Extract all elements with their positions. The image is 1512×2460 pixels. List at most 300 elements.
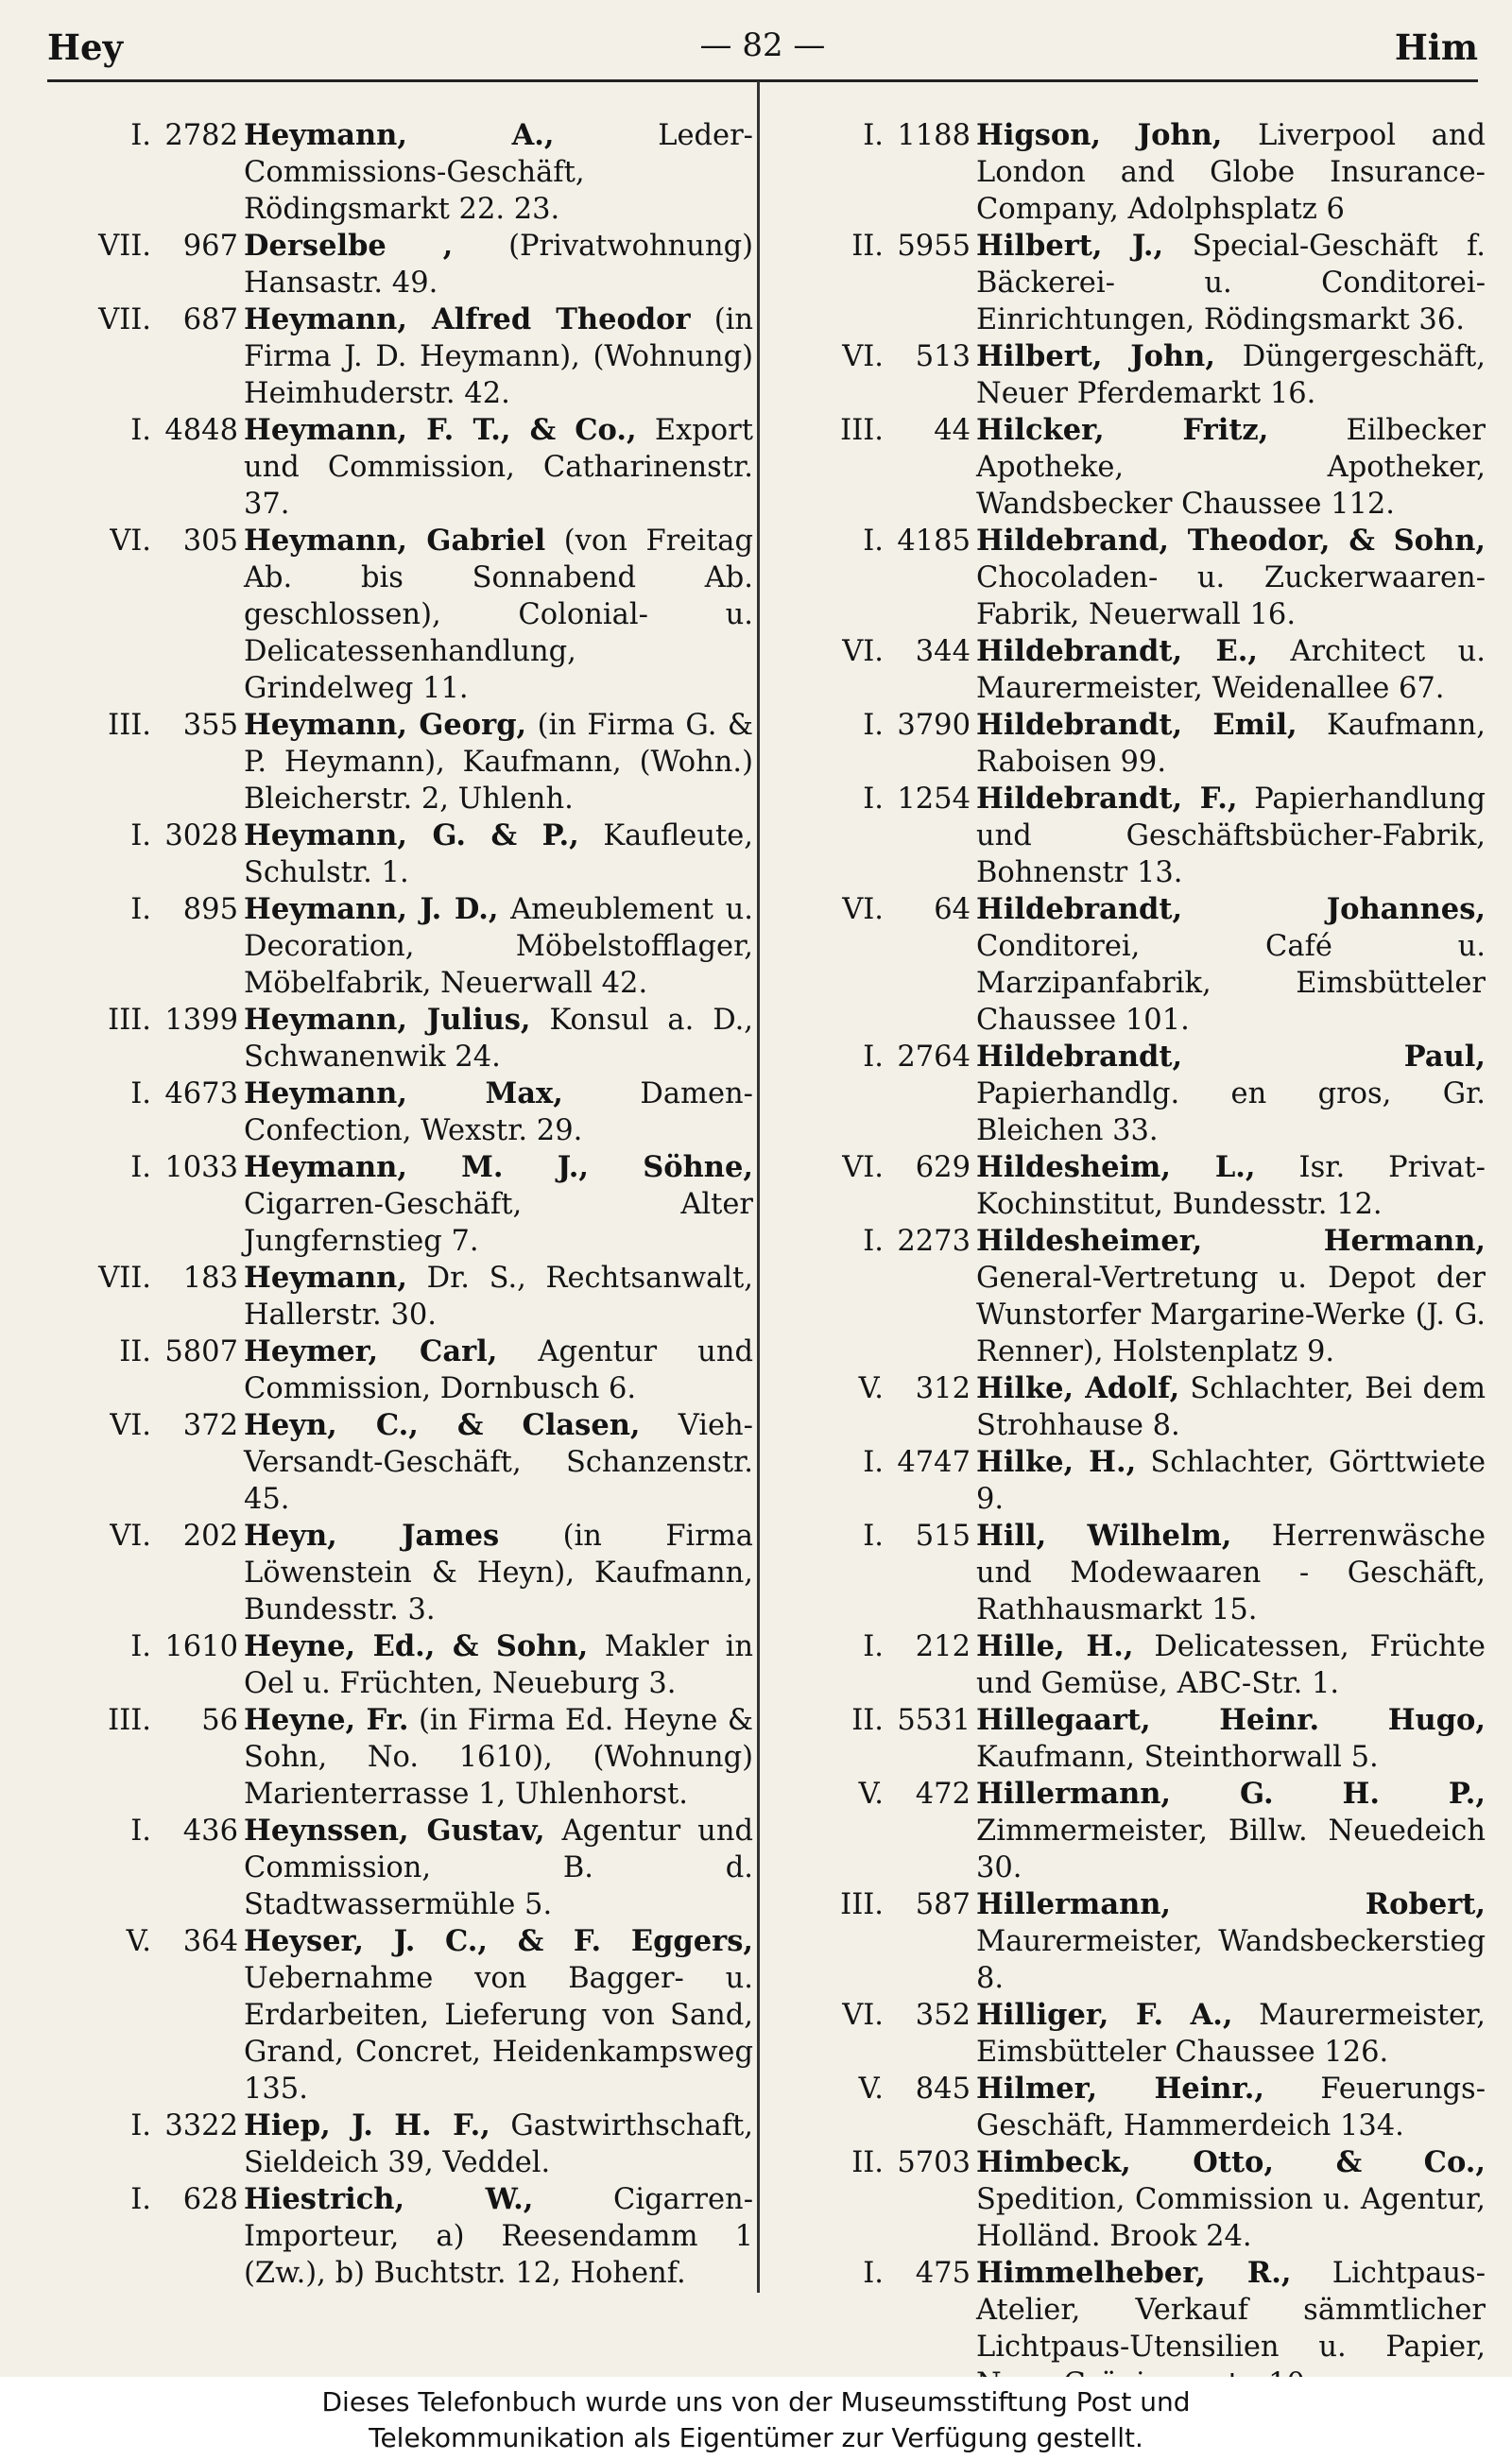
subscriber-name: Heymann, A., <box>244 118 555 152</box>
directory-entry <box>49 1702 753 1813</box>
entry-text <box>976 1518 1486 1628</box>
subscriber-name: Heymann, M. J., Söhne, <box>244 1150 753 1184</box>
entry-text <box>976 228 1486 338</box>
phone-number: 1033 <box>164 1151 238 1184</box>
directory-entry <box>782 1370 1486 1444</box>
phone-code <box>782 1776 976 1886</box>
exchange-district: I. <box>130 2183 151 2216</box>
subscriber-name: Hill, Wilhelm, <box>976 1519 1232 1553</box>
footer-line-2: Telekommunikation als Eigentümer zur Verfügung gestellt. <box>369 2422 1143 2453</box>
subscriber-details: Special-Geschäft f. Bäckerei- u. Conditorei-Einrichtungen, Rödingsmarkt 36. <box>976 230 1486 336</box>
directory-entry <box>49 2181 753 2292</box>
phone-code <box>49 1518 244 1628</box>
phone-code <box>782 1223 976 1370</box>
subscriber-name: Hildebrandt, Johannes, <box>976 892 1486 926</box>
phone-number: 629 <box>915 1151 971 1184</box>
phone-code <box>782 1444 976 1518</box>
directory-entry <box>49 817 753 891</box>
subscriber-details: Export und Commission, Catharinenstr. 37. <box>244 414 754 521</box>
subscriber-details: Vieh-Versandt-Geschäft, Schanzenstr. 45. <box>244 1409 753 1516</box>
phone-number: 475 <box>915 2257 971 2290</box>
phone-code <box>782 338 976 412</box>
subscriber-details: (in Firma Löwenstein & Heyn), Kaufmann, Bundesstr. 3. <box>244 1520 753 1626</box>
phone-code <box>49 817 244 891</box>
subscriber-details: Zimmermeister, Billw. Neuedeich 30. <box>976 1815 1486 1884</box>
phone-code <box>782 412 976 523</box>
directory-entry <box>49 228 753 301</box>
subscriber-details: Eilbecker Apotheke, Apotheker, Wandsbecker Chaussee 112. <box>976 414 1486 521</box>
exchange-district: I. <box>863 783 884 816</box>
entry-text <box>244 117 753 228</box>
phone-code <box>782 1370 976 1444</box>
phone-number: 513 <box>915 340 971 373</box>
directory-entry <box>782 707 1486 781</box>
phone-number: 472 <box>915 1778 971 1811</box>
exchange-district: III. <box>840 414 884 447</box>
subscriber-details: Schlachter, Bei dem Strohhause 8. <box>976 1372 1486 1442</box>
exchange-district: V. <box>858 1778 884 1811</box>
exchange-district: II. <box>851 1704 884 1737</box>
exchange-district: III. <box>108 1004 151 1037</box>
exchange-district: VI. <box>842 340 884 373</box>
entry-text <box>976 1886 1486 1997</box>
subscriber-name: Hilmer, Heinr., <box>976 2072 1264 2106</box>
phone-number: 202 <box>182 1520 238 1553</box>
exchange-district: VI. <box>842 1151 884 1184</box>
entry-text <box>244 1260 753 1333</box>
directory-entry <box>782 523 1486 633</box>
subscriber-name: Higson, John, <box>976 118 1223 152</box>
phone-code <box>49 1702 244 1813</box>
directory-entry <box>49 301 753 412</box>
subscriber-details: Lichtpaus-Atelier, Verkauf sämmtlicher Lichtpaus-Utensilien u. Papier, <box>976 2257 1486 2364</box>
exchange-district: I. <box>863 1225 884 1258</box>
entry-text <box>976 2144 1486 2255</box>
directory-entry <box>49 412 753 523</box>
subscriber-details: Liverpool and London and Globe Insurance-Company, Adolphsplatz 6 <box>976 119 1486 226</box>
phone-code <box>49 523 244 707</box>
phone-code <box>782 1702 976 1776</box>
footer-line-1: Dieses Telefonbuch wurde uns von der Museumsstiftung Post und <box>321 2386 1191 2417</box>
subscriber-name: Hildebrandt, Emil, <box>976 708 1297 742</box>
directory-entry <box>782 1149 1486 1223</box>
phone-number: 1610 <box>164 1630 238 1663</box>
subscriber-details: (von Freitag Ab. bis Sonnabend Ab. geschlossen), Colonial- u. Delicatessenhandlung, Grindelweg 11. <box>244 525 753 705</box>
subscriber-details: Feuerungs-Geschäft, Hammerdeich 134. <box>976 2073 1486 2142</box>
phone-number: 312 <box>915 1372 971 1405</box>
subscriber-name: Hildebrandt, F., <box>976 782 1238 816</box>
subscriber-details: (in Firma G. & P. Heymann), Kaufmann, (Wohn.) Bleicherstr. 2, Uhlenh. <box>244 709 753 816</box>
phone-code <box>782 707 976 781</box>
subscriber-name: Heymann, Gabriel <box>244 524 546 558</box>
subscriber-name: Heyser, J. C., & F. Eggers, <box>244 1924 753 1958</box>
phone-code <box>49 117 244 228</box>
phone-code <box>49 1002 244 1075</box>
exchange-district: VI. <box>842 893 884 926</box>
page-header <box>47 21 1478 74</box>
subscriber-name: Himmelheber, R., <box>976 2256 1292 2290</box>
phone-number: 183 <box>182 1262 238 1295</box>
directory-entry <box>49 1813 753 1923</box>
entry-text <box>244 1628 753 1702</box>
phone-number: 5703 <box>897 2146 971 2179</box>
right-column <box>782 117 1486 2402</box>
phone-code <box>49 1333 244 1407</box>
phone-number: 1254 <box>897 783 971 816</box>
subscriber-details: Papierhandlg. en gros, Gr. Bleichen 33. <box>976 1077 1486 1147</box>
directory-entry <box>782 412 1486 523</box>
phone-code <box>49 891 244 1002</box>
subscriber-details: Spedition, Commission u. Agentur, Holländ. Brook 24. <box>976 2183 1486 2253</box>
subscriber-details: Cigarren-Importeur, a) Reesendamm 1 (Zw.), b) Buchtstr. 12, Hohenf. <box>244 2183 754 2290</box>
phone-code <box>782 1997 976 2071</box>
exchange-district: I. <box>130 119 151 152</box>
phone-number: 687 <box>182 303 238 336</box>
exchange-district: VI. <box>110 1520 151 1553</box>
exchange-district: I. <box>863 1041 884 1074</box>
subscriber-name: Heymann, Alfred Theodor <box>244 302 691 336</box>
phone-number: 364 <box>182 1925 238 1958</box>
exchange-district: I. <box>863 1446 884 1479</box>
entry-text <box>244 228 753 301</box>
exchange-district: I. <box>130 1077 151 1110</box>
directory-entry <box>49 1149 753 1260</box>
entry-text <box>244 707 753 817</box>
phone-number: 4673 <box>164 1077 238 1110</box>
exchange-district: I. <box>130 819 151 852</box>
exchange-district: I. <box>863 1630 884 1663</box>
phone-code <box>49 707 244 817</box>
phone-code <box>49 2107 244 2181</box>
directory-entry <box>49 1923 753 2107</box>
directory-entry <box>49 1260 753 1333</box>
phone-code <box>49 1075 244 1149</box>
exchange-district: V. <box>858 2073 884 2106</box>
subscriber-name: Hilcker, Fritz, <box>976 413 1269 447</box>
entry-text <box>244 1075 753 1149</box>
subscriber-name: Hildebrandt, E., <box>976 634 1258 668</box>
subscriber-name: Hilke, Adolf, <box>976 1371 1180 1405</box>
directory-entry <box>782 633 1486 707</box>
page-number: — 82 — <box>699 26 826 64</box>
subscriber-details: General-Vertretung u. Depot der Wunstorfer Margarine-Werke (J. G. Renner), Holstenplatz 9. <box>976 1262 1486 1368</box>
phone-code <box>782 2071 976 2144</box>
subscriber-details: Papierhandlung und Geschäftsbücher-Fabrik, Bohnenstr 13. <box>976 783 1486 889</box>
phone-number: 515 <box>915 1520 971 1553</box>
phone-code <box>49 2181 244 2292</box>
phone-number: 3790 <box>897 709 971 742</box>
subscriber-details: Ameublement u. Decoration, Möbelstofflager, Möbelfabrik, Neuerwall 42. <box>244 893 753 1000</box>
phone-code <box>49 301 244 412</box>
directory-entry <box>49 707 753 817</box>
directory-entry <box>782 1628 1486 1702</box>
phone-number: 3028 <box>164 819 238 852</box>
subscriber-name: Heymann, <box>244 1261 407 1295</box>
entry-text <box>244 891 753 1002</box>
directory-entry <box>782 1886 1486 1997</box>
subscriber-name: Heymann, Georg, <box>244 708 527 742</box>
entry-text <box>976 1628 1486 1702</box>
subscriber-name: Heymann, J. D., <box>244 892 499 926</box>
entry-text <box>244 1702 753 1813</box>
phone-number: 5807 <box>164 1335 238 1368</box>
footer-notice <box>0 2377 1512 2460</box>
directory-entry <box>782 1039 1486 1149</box>
directory-entry <box>782 1444 1486 1518</box>
exchange-district: I. <box>130 2109 151 2142</box>
header-rule <box>47 79 1478 82</box>
subscriber-name: Heymann, Max, <box>244 1076 563 1110</box>
entry-text <box>976 707 1486 781</box>
subscriber-details: (in Firma Ed. Heyne & Sohn, No. 1610), (Wohnung) Marienterrasse 1, Uhlenhorst. <box>244 1704 753 1811</box>
directory-entry <box>782 117 1486 228</box>
phone-number: 1188 <box>897 119 971 152</box>
entry-text <box>976 633 1486 707</box>
phone-code <box>782 1518 976 1628</box>
entry-text <box>244 1002 753 1075</box>
subscriber-name: Hilliger, F. A., <box>976 1998 1233 2032</box>
entry-text <box>244 2181 753 2292</box>
subscriber-name: Hille, H., <box>976 1629 1134 1663</box>
exchange-district: III. <box>108 709 151 742</box>
subscriber-details: Dr. S., Rechtsanwalt, Hallerstr. 30. <box>244 1262 753 1332</box>
phone-code <box>49 1628 244 1702</box>
subscriber-details: Makler in Oel u. Früchten, Neueburg 3. <box>244 1630 753 1700</box>
subscriber-name: Heyne, Fr. <box>244 1703 409 1737</box>
subscriber-details: Maurermeister, Eimsbütteler Chaussee 126. <box>976 1999 1486 2069</box>
directory-entry <box>782 891 1486 1039</box>
left-column <box>49 117 753 2292</box>
subscriber-details: (Privatwohnung) Hansastr. 49. <box>244 230 753 300</box>
subscriber-name: Hildesheim, L., <box>976 1150 1256 1184</box>
phone-number: 212 <box>915 1630 971 1663</box>
subscriber-details: Agentur und Commission, Dornbusch 6. <box>244 1335 753 1405</box>
subscriber-name: Hilke, H., <box>976 1445 1137 1479</box>
subscriber-name: Hildesheimer, Hermann, <box>976 1224 1486 1258</box>
exchange-district: I. <box>130 893 151 926</box>
subscriber-name: Heynssen, Gustav, <box>244 1814 545 1848</box>
subscriber-details: Damen-Confection, Wexstr. 29. <box>244 1077 753 1147</box>
phone-code <box>782 781 976 891</box>
entry-text <box>976 1370 1486 1444</box>
entry-text <box>976 1039 1486 1149</box>
subscriber-name: Hillermann, G. H. P., <box>976 1777 1486 1811</box>
phone-code <box>49 1813 244 1923</box>
phone-number: 3322 <box>164 2109 238 2142</box>
subscriber-name: Heyne, Ed., & Sohn, <box>244 1629 589 1663</box>
header-range-start: Hey <box>47 26 123 68</box>
phone-number: 344 <box>915 635 971 668</box>
subscriber-details: Conditorei, Café u. Marzipanfabrik, Eimsbütteler Chaussee 101. <box>976 930 1486 1037</box>
subscriber-name: Heyn, James <box>244 1519 500 1553</box>
exchange-district: I. <box>863 1520 884 1553</box>
subscriber-details: Chocoladen- u. Zuckerwaaren-Fabrik, Neuerwall 16. <box>976 561 1486 631</box>
phone-code <box>782 633 976 707</box>
subscriber-details: Düngergeschäft, Neuer Pferdemarkt 16. <box>976 340 1486 410</box>
header-range-end: Him <box>1394 26 1478 68</box>
entry-text <box>976 338 1486 412</box>
phone-number: 845 <box>915 2073 971 2106</box>
exchange-district: VI. <box>110 1409 151 1442</box>
phone-code <box>782 117 976 228</box>
entry-text <box>244 523 753 707</box>
phone-number: 967 <box>182 230 238 263</box>
phone-code <box>782 523 976 633</box>
exchange-district: VI. <box>842 635 884 668</box>
directory-entry <box>49 1002 753 1075</box>
directory-entry <box>49 2107 753 2181</box>
entry-text <box>244 1518 753 1628</box>
directory-entry <box>49 1407 753 1518</box>
exchange-district: VII. <box>98 230 151 263</box>
entry-text <box>244 1407 753 1518</box>
phone-number: 4185 <box>897 525 971 558</box>
phone-number: 352 <box>915 1999 971 2032</box>
phone-number: 4747 <box>897 1446 971 1479</box>
subscriber-name: Hildebrandt, Paul, <box>976 1040 1486 1074</box>
subscriber-details: Schlachter, Görttwiete 9. <box>976 1446 1486 1516</box>
entry-text <box>976 1776 1486 1886</box>
directory-entry <box>782 1776 1486 1886</box>
subscriber-details: Agentur und Commission, B. d. Stadtwassermühle 5. <box>244 1815 753 1921</box>
subscriber-details: Maurermeister, Wandsbeckerstieg 8. <box>976 1925 1486 1995</box>
column-divider <box>757 81 760 2293</box>
directory-entry <box>49 891 753 1002</box>
subscriber-name: Heymann, Julius, <box>244 1003 531 1037</box>
directory-entry <box>782 2144 1486 2255</box>
exchange-district: VI. <box>110 525 151 558</box>
exchange-district: I. <box>130 1630 151 1663</box>
exchange-district: I. <box>130 1815 151 1848</box>
subscriber-details: Gastwirthschaft, Sieldeich 39, Veddel. <box>244 2109 753 2179</box>
subscriber-name: Heyn, C., & Clasen, <box>244 1408 641 1442</box>
phone-code <box>782 1886 976 1997</box>
phone-number: 587 <box>915 1888 971 1921</box>
entry-text <box>976 781 1486 891</box>
exchange-district: I. <box>863 525 884 558</box>
directory-entry <box>49 523 753 707</box>
subscriber-name: Hiestrich, W., <box>244 2182 534 2216</box>
phone-number: 1399 <box>164 1004 238 1037</box>
subscriber-name: Derselbe , <box>244 229 454 263</box>
phone-code <box>782 228 976 338</box>
directory-entry <box>782 1702 1486 1776</box>
phone-code <box>49 412 244 523</box>
phone-number: 628 <box>182 2183 238 2216</box>
entry-text <box>976 412 1486 523</box>
exchange-district: V. <box>126 1925 151 1958</box>
directory-entry <box>782 228 1486 338</box>
subscriber-name: Heymann, F. T., & Co., <box>244 413 637 447</box>
phone-number: 895 <box>182 893 238 926</box>
subscriber-details: Cigarren-Geschäft, Alter Jungfernstieg 7. <box>244 1188 753 1258</box>
phone-number: 436 <box>182 1815 238 1848</box>
entry-text <box>244 412 753 523</box>
entry-text <box>976 1223 1486 1370</box>
directory-entry <box>782 2071 1486 2144</box>
phone-number: 2782 <box>164 119 238 152</box>
subscriber-name: Heymann, G. & P., <box>244 818 579 852</box>
exchange-district: II. <box>119 1335 151 1368</box>
subscriber-details: Herrenwäsche und Modewaaren - Geschäft, Rathhausmarkt 15. <box>976 1520 1486 1626</box>
phone-code <box>782 1149 976 1223</box>
entry-text <box>976 891 1486 1039</box>
entry-text <box>976 2071 1486 2144</box>
entry-text <box>244 1333 753 1407</box>
phone-number: 305 <box>182 525 238 558</box>
phone-number: 64 <box>934 893 971 926</box>
exchange-district: I. <box>130 414 151 447</box>
subscriber-name: Heymer, Carl, <box>244 1334 498 1368</box>
exchange-district: V. <box>858 1372 884 1405</box>
exchange-district: I. <box>863 709 884 742</box>
subscriber-details: Kaufleute, Schulstr. 1. <box>244 819 753 889</box>
phone-number: 5531 <box>897 1704 971 1737</box>
entry-text <box>244 1813 753 1923</box>
phone-number: 355 <box>182 709 238 742</box>
phone-number: 56 <box>201 1704 238 1737</box>
entry-text <box>244 1923 753 2107</box>
entry-text <box>976 1444 1486 1518</box>
exchange-district: II. <box>851 230 884 263</box>
subscriber-details: Kaufmann, Steinthorwall 5. <box>976 1741 1379 1774</box>
directory-entry <box>782 338 1486 412</box>
exchange-district: VII. <box>98 1262 151 1295</box>
phone-code <box>782 891 976 1039</box>
exchange-district: VI. <box>842 1999 884 2032</box>
directory-entry <box>782 1997 1486 2071</box>
entry-text <box>976 523 1486 633</box>
entry-text <box>244 2107 753 2181</box>
exchange-district: VII. <box>98 303 151 336</box>
directory-entry <box>49 1628 753 1702</box>
phone-code <box>49 1260 244 1333</box>
phone-code <box>49 228 244 301</box>
phone-number: 2273 <box>897 1225 971 1258</box>
subscriber-name: Hillermann, Robert, <box>976 1887 1486 1921</box>
phone-code <box>49 1407 244 1518</box>
exchange-district: I. <box>863 119 884 152</box>
directory-entry <box>782 1223 1486 1370</box>
subscriber-name: Hiep, J. H. F., <box>244 2108 490 2142</box>
directory-entry <box>49 1333 753 1407</box>
subscriber-details: Uebernahme von Bagger- u. Erdarbeiten, Lieferung von Sand, Grand, Concret, Heidenkampsweg 135. <box>244 1962 753 2106</box>
subscriber-details: (in Firma J. D. Heymann), (Wohnung) Heimhuderstr. 42. <box>244 303 753 410</box>
directory-entry <box>782 781 1486 891</box>
phone-code <box>49 1149 244 1260</box>
entry-text <box>976 117 1486 228</box>
phone-number: 372 <box>182 1409 238 1442</box>
exchange-district: I. <box>130 1151 151 1184</box>
entry-text <box>976 1997 1486 2071</box>
subscriber-details: Konsul a. D., Schwanenwik 24. <box>244 1004 753 1074</box>
subscriber-name: Hildebrand, Theodor, & Sohn, <box>976 524 1486 558</box>
exchange-district: III. <box>840 1888 884 1921</box>
phone-code <box>782 1628 976 1702</box>
directory-entry <box>49 1075 753 1149</box>
phone-number: 5955 <box>897 230 971 263</box>
exchange-district: II. <box>851 2146 884 2179</box>
entry-text <box>976 1149 1486 1223</box>
exchange-district: I. <box>863 2257 884 2290</box>
entry-text <box>244 1149 753 1260</box>
directory-entry <box>49 117 753 228</box>
subscriber-name: Hilbert, J., <box>976 229 1164 263</box>
subscriber-name: Hilbert, John, <box>976 339 1215 373</box>
entry-text <box>244 301 753 412</box>
exchange-district: III. <box>108 1704 151 1737</box>
phone-number: 44 <box>934 414 971 447</box>
